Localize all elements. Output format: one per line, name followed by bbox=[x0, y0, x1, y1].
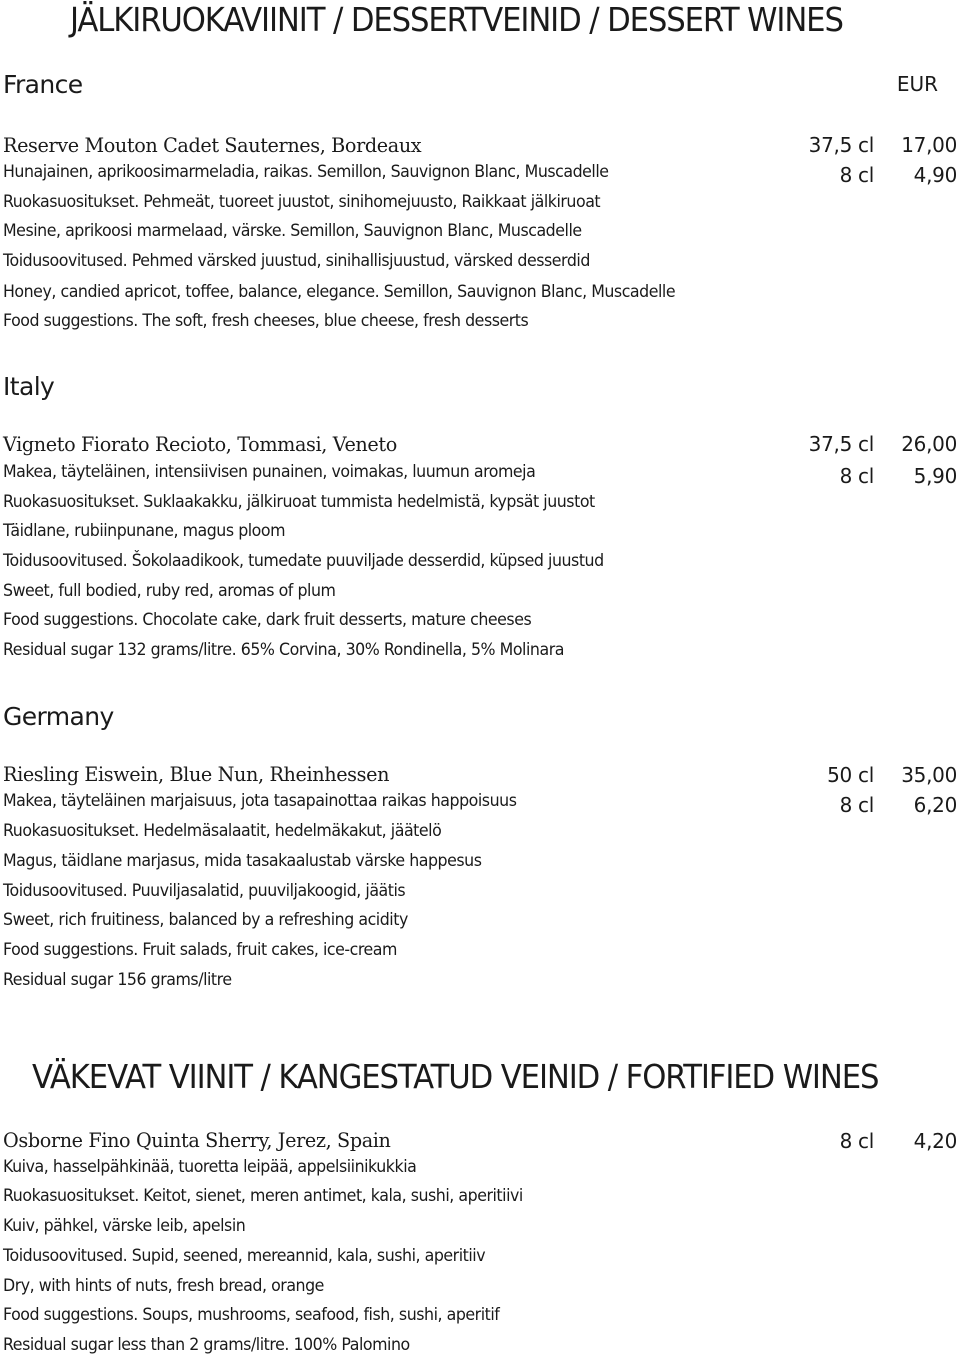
wine-price: 26,00 bbox=[901, 432, 957, 456]
section-title-fortified-wines: VÄKEVAT VIINIT / KANGESTATUD VEINID / FORTIFIED WINES bbox=[32, 1057, 879, 1096]
wine-volume: 37,5 cl bbox=[808, 432, 874, 456]
wine-description-line: Residual sugar 156 grams/litre bbox=[3, 970, 232, 990]
wine-description-line: Honey, candied apricot, toffee, balance, elegance. Semillon, Sauvignon Blanc, Muscadelle bbox=[3, 282, 676, 302]
currency-label: EUR bbox=[896, 72, 938, 96]
wine-description-line: Ruokasuositukset. Pehmeät, tuoreet juustot, sinihomejuusto, Raikkaat jälkiruoat bbox=[3, 192, 601, 212]
wine-volume: 8 cl bbox=[839, 464, 874, 488]
wine-name: Osborne Fino Quinta Sherry, Jerez, Spain bbox=[3, 1128, 391, 1152]
wine-volume: 8 cl bbox=[839, 163, 874, 187]
wine-description-line: Food suggestions. Fruit salads, fruit cakes, ice-cream bbox=[3, 940, 397, 960]
wine-description-line: Food suggestions. Chocolate cake, dark fruit desserts, mature cheeses bbox=[3, 610, 532, 630]
wine-description-line: Ruokasuositukset. Suklaakakku, jälkiruoat tummista hedelmistä, kypsät juustot bbox=[3, 492, 595, 512]
wine-description-line: Sweet, rich fruitiness, balanced by a refreshing acidity bbox=[3, 910, 408, 930]
wine-name: Vigneto Fiorato Recioto, Tommasi, Veneto bbox=[3, 432, 397, 456]
wine-description-line: Makea, täyteläinen marjaisuus, jota tasapainottaa raikas happoisuus bbox=[3, 791, 517, 811]
section-title-dessert-wines: JÄLKIRUOKAVIINIT / DESSERTVEINID / DESSERT WINES bbox=[70, 0, 843, 39]
country-heading-france: France bbox=[3, 70, 83, 99]
wine-description-line: Residual sugar 132 grams/litre. 65% Corvina, 30% Rondinella, 5% Molinara bbox=[3, 640, 564, 660]
wine-price: 6,20 bbox=[913, 793, 957, 817]
wine-description-line: Toidusoovitused. Pehmed värsked juustud, sinihallisjuustud, värsked desserdid bbox=[3, 251, 590, 271]
wine-price: 5,90 bbox=[913, 464, 957, 488]
wine-volume: 37,5 cl bbox=[808, 133, 874, 157]
wine-volume: 50 cl bbox=[827, 763, 874, 787]
wine-price: 4,90 bbox=[913, 163, 957, 187]
wine-description-line: Täidlane, rubiinpunane, magus ploom bbox=[3, 521, 286, 541]
wine-price: 17,00 bbox=[901, 133, 957, 157]
wine-name: Reserve Mouton Cadet Sauternes, Bordeaux bbox=[3, 133, 422, 157]
wine-name: Riesling Eiswein, Blue Nun, Rheinhessen bbox=[3, 762, 390, 786]
wine-description-line: Food suggestions. Soups, mushrooms, seafood, fish, sushi, aperitif bbox=[3, 1305, 500, 1325]
wine-description-line: Toidusoovitused. Šokolaadikook, tumedate puuviljade desserdid, küpsed juustud bbox=[3, 551, 604, 571]
wine-description-line: Residual sugar less than 2 grams/litre. 100% Palomino bbox=[3, 1335, 410, 1355]
wine-description-line: Food suggestions. The soft, fresh cheeses, blue cheese, fresh desserts bbox=[3, 311, 529, 331]
wine-description-line: Ruokasuositukset. Hedelmäsalaatit, hedelmäkakut, jäätelö bbox=[3, 821, 442, 841]
country-heading-italy: Italy bbox=[3, 372, 55, 401]
wine-description-line: Magus, täidlane marjasus, mida tasakaalustab värske happesus bbox=[3, 851, 482, 871]
wine-description-line: Dry, with hints of nuts, fresh bread, orange bbox=[3, 1276, 324, 1296]
wine-description-line: Kuiva, hasselpähkinää, tuoretta leipää, appelsiinikukkia bbox=[3, 1157, 417, 1177]
wine-description-line: Makea, täyteläinen, intensiivisen punainen, voimakas, luumun aromeja bbox=[3, 462, 536, 482]
wine-description-line: Kuiv, pähkel, värske leib, apelsin bbox=[3, 1216, 246, 1236]
wine-description-line: Mesine, aprikoosi marmelaad, värske. Semillon, Sauvignon Blanc, Muscadelle bbox=[3, 221, 582, 241]
wine-volume: 8 cl bbox=[839, 1129, 874, 1153]
wine-description-line: Sweet, full bodied, ruby red, aromas of plum bbox=[3, 581, 336, 601]
wine-volume: 8 cl bbox=[839, 793, 874, 817]
wine-description-line: Toidusoovitused. Puuviljasalatid, puuviljakoogid, jäätis bbox=[3, 881, 406, 901]
country-heading-germany: Germany bbox=[3, 702, 114, 731]
wine-price: 4,20 bbox=[913, 1129, 957, 1153]
wine-description-line: Hunajainen, aprikoosimarmeladia, raikas. Semillon, Sauvignon Blanc, Muscadelle bbox=[3, 162, 609, 182]
wine-description-line: Toidusoovitused. Supid, seened, mereannid, kala, sushi, aperitiiv bbox=[3, 1246, 486, 1266]
wine-price: 35,00 bbox=[901, 763, 957, 787]
wine-description-line: Ruokasuositukset. Keitot, sienet, meren antimet, kala, sushi, aperitiivi bbox=[3, 1186, 523, 1206]
